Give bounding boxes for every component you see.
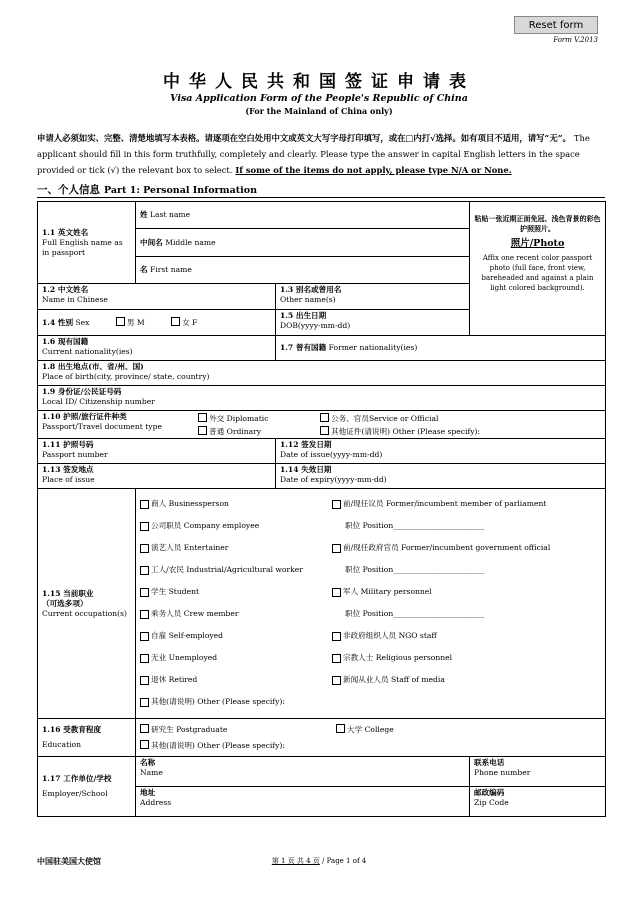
education-options — [136, 719, 606, 757]
form-title-cn: 中华人民共和国签证申请表 — [163, 72, 475, 92]
instructions-cn: 申请人必须如实、完整、清楚地填写本表格。请逐项在空白处用中文或英文大写字母打印填写，或在□内打√选择。如有项目不适用，请写“无”。 — [37, 133, 571, 143]
date-of-expiry-field[interactable] — [276, 464, 606, 489]
occupation-option — [136, 603, 336, 625]
field-1-10-en: Passport/Travel document type — [42, 422, 162, 431]
occupation-option — [136, 581, 336, 603]
occupation-checkbox[interactable] — [140, 698, 149, 707]
footer-page-cn: 第 1 页 共 4 页 — [271, 857, 320, 865]
occupation-left-column — [136, 493, 336, 713]
government-label: 前/现任政府官员 Former/incumbent government official — [343, 543, 551, 552]
field-1-16-en: Education — [42, 740, 82, 749]
occupation-option — [136, 515, 336, 537]
field-1-13-cn: 1.13 签发地点 — [42, 465, 94, 474]
field-1-3-cn: 1.3 别名或曾用名 — [280, 285, 342, 294]
field-1-11-cn: 1.11 护照号码 — [42, 440, 94, 449]
field-1-15-en: Current occupation(s) — [42, 608, 127, 618]
occupation-label: 乘务人员 Crew member — [151, 609, 239, 618]
occupation-checkbox[interactable] — [140, 566, 149, 575]
field-1-9-en: Local ID/ Citizenship number — [42, 397, 155, 406]
occupation-option — [136, 669, 336, 691]
field-1-15-label — [38, 489, 136, 719]
field-1-6-cn: 1.6 现有国籍 — [42, 337, 89, 346]
field-1-7-en: Former nationality(ies) — [328, 343, 418, 352]
field-1-16-cn: 1.16 受教育程度 — [42, 725, 102, 734]
place-of-birth-field[interactable] — [38, 361, 606, 386]
occupation-checkbox[interactable] — [140, 610, 149, 619]
college-checkbox[interactable] — [336, 724, 345, 733]
field-1-1-en: Full English name as in passport — [42, 237, 123, 257]
section-heading-en: Part 1: Personal Information — [104, 185, 257, 196]
occupation-checkbox[interactable] — [140, 588, 149, 597]
ngo-checkbox[interactable] — [332, 632, 341, 641]
media-checkbox[interactable] — [332, 676, 341, 685]
male-checkbox[interactable] — [116, 317, 125, 326]
field-1-2-en: Name in Chinese — [42, 295, 108, 304]
first-name-field[interactable] — [136, 257, 470, 284]
first-name-cn: 名 — [140, 265, 148, 274]
form-title-en: Visa Application Form of the People's Republic of China — [170, 93, 468, 104]
parliament-label: 前/现任议员 Former/incumbent member of parliament — [343, 499, 547, 508]
occupation-checkbox[interactable] — [140, 522, 149, 531]
last-name-field[interactable] — [136, 202, 470, 229]
name-in-chinese-field[interactable] — [38, 284, 276, 310]
section-heading-cn: 一、个人信息 — [37, 184, 100, 196]
form-subtitle: (For the Mainland of China only) — [245, 106, 393, 116]
section-divider — [37, 197, 605, 198]
college-label: 大学 College — [347, 725, 394, 734]
employer-name-en: Name — [140, 768, 163, 777]
government-checkbox[interactable] — [332, 544, 341, 553]
occupation-label: 工人/农民 Industrial/Agricultural worker — [151, 565, 303, 574]
official-checkbox[interactable] — [320, 413, 329, 422]
ngo-label: 非政府组织人员 NGO staff — [343, 631, 437, 640]
official-label: 公务、官员Service or Official — [331, 414, 439, 423]
section-heading — [37, 182, 257, 197]
religious-checkbox[interactable] — [332, 654, 341, 663]
occupation-right-column — [332, 493, 604, 691]
government-position-field[interactable] — [332, 559, 604, 581]
postgraduate-checkbox[interactable] — [140, 724, 149, 733]
photo-box — [470, 202, 606, 336]
field-1-15-cn: 1.15 当前职业 — [42, 588, 94, 598]
field-1-16-label — [38, 719, 136, 757]
middle-name-field[interactable] — [136, 229, 470, 257]
sex-field — [38, 310, 276, 336]
field-1-17-cn: 1.17 工作单位/学校 — [42, 774, 112, 783]
place-of-issue-field[interactable] — [38, 464, 276, 489]
occupation-checkbox[interactable] — [140, 544, 149, 553]
photo-title: 照片/Photo — [510, 238, 565, 249]
ordinary-label: 普通 Ordinary — [209, 427, 262, 436]
occupation-checkbox[interactable] — [140, 676, 149, 685]
ordinary-checkbox[interactable] — [198, 426, 207, 435]
employer-phone-en: Phone number — [474, 768, 531, 777]
footer-page-en: / Page 1 of 4 — [322, 857, 367, 865]
other-names-field[interactable] — [276, 284, 470, 310]
occupation-option — [136, 537, 336, 559]
occupation-label: 学生 Student — [151, 587, 200, 596]
postgraduate-label: 研究生 Postgraduate — [151, 725, 228, 734]
field-1-15-cn2: （可选多项） — [42, 598, 88, 608]
field-1-4-en: Sex — [75, 318, 90, 327]
reset-form-button[interactable]: Reset form — [514, 16, 598, 34]
field-1-9-cn: 1.9 身份证/公民证号码 — [42, 387, 122, 396]
footer-page-number — [0, 856, 638, 866]
field-1-1-label — [38, 202, 136, 284]
field-1-12-en: Date of issue(yyyy-mm-dd) — [280, 450, 383, 459]
media-label: 新闻从业人员 Staff of media — [343, 675, 445, 684]
field-1-17-label — [38, 757, 136, 817]
occupation-label: 商人 Businessperson — [151, 499, 229, 508]
employer-name-cn: 名称 — [140, 758, 156, 767]
female-label: 女 F — [182, 318, 198, 327]
military-checkbox[interactable] — [332, 588, 341, 597]
occupation-label: 公司职员 Company employee — [151, 521, 260, 530]
occupation-label: 无业 Unemployed — [151, 653, 218, 662]
field-1-2-cn: 1.2 中文姓名 — [42, 285, 89, 294]
first-name-en: First name — [150, 265, 192, 274]
education-other-label: 其他(请说明) Other (Please specify): — [151, 741, 285, 750]
passport-type-field — [38, 411, 606, 439]
instructions-en-underlined: If some of the items do not apply, please type N/A or None. — [235, 165, 512, 175]
local-id-field[interactable] — [38, 386, 606, 411]
occupation-label: 自雇 Self-employed — [151, 631, 224, 640]
footer-embassy: 中国驻美国大使馆 — [37, 856, 101, 866]
military-position-field[interactable] — [332, 603, 604, 625]
field-1-7-cn: 1.7 曾有国籍 — [280, 343, 327, 352]
field-1-17-en: Employer/School — [42, 789, 108, 798]
field-1-14-en: Date of expiry(yyyy-mm-dd) — [280, 475, 387, 484]
parliament-checkbox[interactable] — [332, 500, 341, 509]
field-1-1-cn: 1.1 英文姓名 — [42, 227, 89, 237]
passport-number-field[interactable] — [38, 439, 276, 464]
field-1-3-en: Other name(s) — [280, 295, 336, 304]
occupation-option — [136, 625, 336, 647]
middle-name-en: Middle name — [165, 237, 216, 247]
photo-instruction-cn: 粘贴一张近期正面免冠、浅色背景的彩色护照照片。 — [474, 214, 601, 233]
employer-phone-field[interactable] — [470, 757, 606, 787]
field-1-10-cn: 1.10 护照/旅行证件种类 — [42, 412, 127, 421]
employer-address-cn: 地址 — [140, 788, 156, 797]
field-1-5-cn: 1.5 出生日期 — [280, 311, 327, 320]
military-label: 军人 Military personnel — [343, 587, 432, 596]
dob-field[interactable] — [276, 310, 470, 336]
instructions — [37, 130, 607, 178]
former-nationality-field[interactable] — [276, 336, 606, 361]
last-name-en: Last name — [150, 210, 191, 219]
religious-label: 宗教人士 Religious personnel — [343, 653, 453, 662]
male-label: 男 M — [126, 318, 145, 327]
other-document-label: 其他证件(请说明) Other (Please specify): — [331, 427, 481, 436]
position-label: 职位 Position________________________ — [345, 521, 485, 530]
field-1-5-en: DOB(yyyy-mm-dd) — [280, 321, 351, 330]
field-1-8-en: Place of birth(city, province/ state, country) — [42, 372, 210, 381]
employer-zip-cn: 邮政编码 — [474, 788, 505, 797]
date-of-issue-field[interactable] — [276, 439, 606, 464]
occupation-options — [136, 489, 606, 719]
employer-address-field[interactable] — [136, 787, 470, 817]
photo-instruction-en: Affix one recent color passport photo (full face, front view, bareheaded and against a plain light colored background). — [481, 254, 594, 292]
field-1-12-cn: 1.12 签发日期 — [280, 440, 332, 449]
education-other-checkbox[interactable] — [140, 740, 149, 749]
occupation-checkbox[interactable] — [140, 654, 149, 663]
field-1-8-cn: 1.8 出生地点(市、省/州、国) — [42, 362, 144, 371]
occupation-checkbox[interactable] — [140, 632, 149, 641]
employer-phone-cn: 联系电话 — [474, 758, 505, 767]
employer-name-field[interactable] — [136, 757, 470, 787]
occupation-option — [136, 559, 336, 581]
form-version: Form V.2013 — [553, 36, 598, 44]
occupation-option — [136, 647, 336, 669]
field-1-6-en: Current nationality(ies) — [42, 347, 133, 356]
field-1-13-en: Place of issue — [42, 475, 95, 484]
last-name-cn: 姓 — [140, 210, 148, 219]
female-checkbox[interactable] — [171, 317, 180, 326]
occupation-label: 其他(请说明) Other (Please specify): — [151, 697, 285, 706]
parliament-position-field[interactable] — [332, 515, 604, 537]
position-label: 职位 Position________________________ — [345, 565, 485, 574]
middle-name-cn: 中间名 — [140, 237, 163, 247]
employer-zip-field[interactable] — [470, 787, 606, 817]
occupation-label: 演艺人员 Entertainer — [151, 543, 229, 552]
occupation-option — [136, 691, 336, 713]
occupation-option — [136, 493, 336, 515]
field-1-11-en: Passport number — [42, 450, 108, 459]
diplomatic-label: 外交 Diplomatic — [209, 414, 269, 423]
field-1-14-cn: 1.14 失效日期 — [280, 465, 332, 474]
employer-address-en: Address — [140, 798, 172, 807]
field-1-4-cn: 1.4 性别 — [42, 318, 74, 327]
current-nationality-field[interactable] — [38, 336, 276, 361]
instructions-en: The applicant should fill in this form truthfully, completely and clearly. Please type the answer in capital English letters in the space provided or tick (√) the relevant box to select. — [37, 133, 590, 175]
employer-zip-en: Zip Code — [474, 798, 509, 807]
occupation-label: 退休 Retired — [151, 675, 198, 684]
diplomatic-checkbox[interactable] — [198, 413, 207, 422]
other-document-checkbox[interactable] — [320, 426, 329, 435]
personal-info-table — [37, 201, 606, 817]
occupation-checkbox[interactable] — [140, 500, 149, 509]
position-label: 职位 Position________________________ — [345, 609, 485, 618]
